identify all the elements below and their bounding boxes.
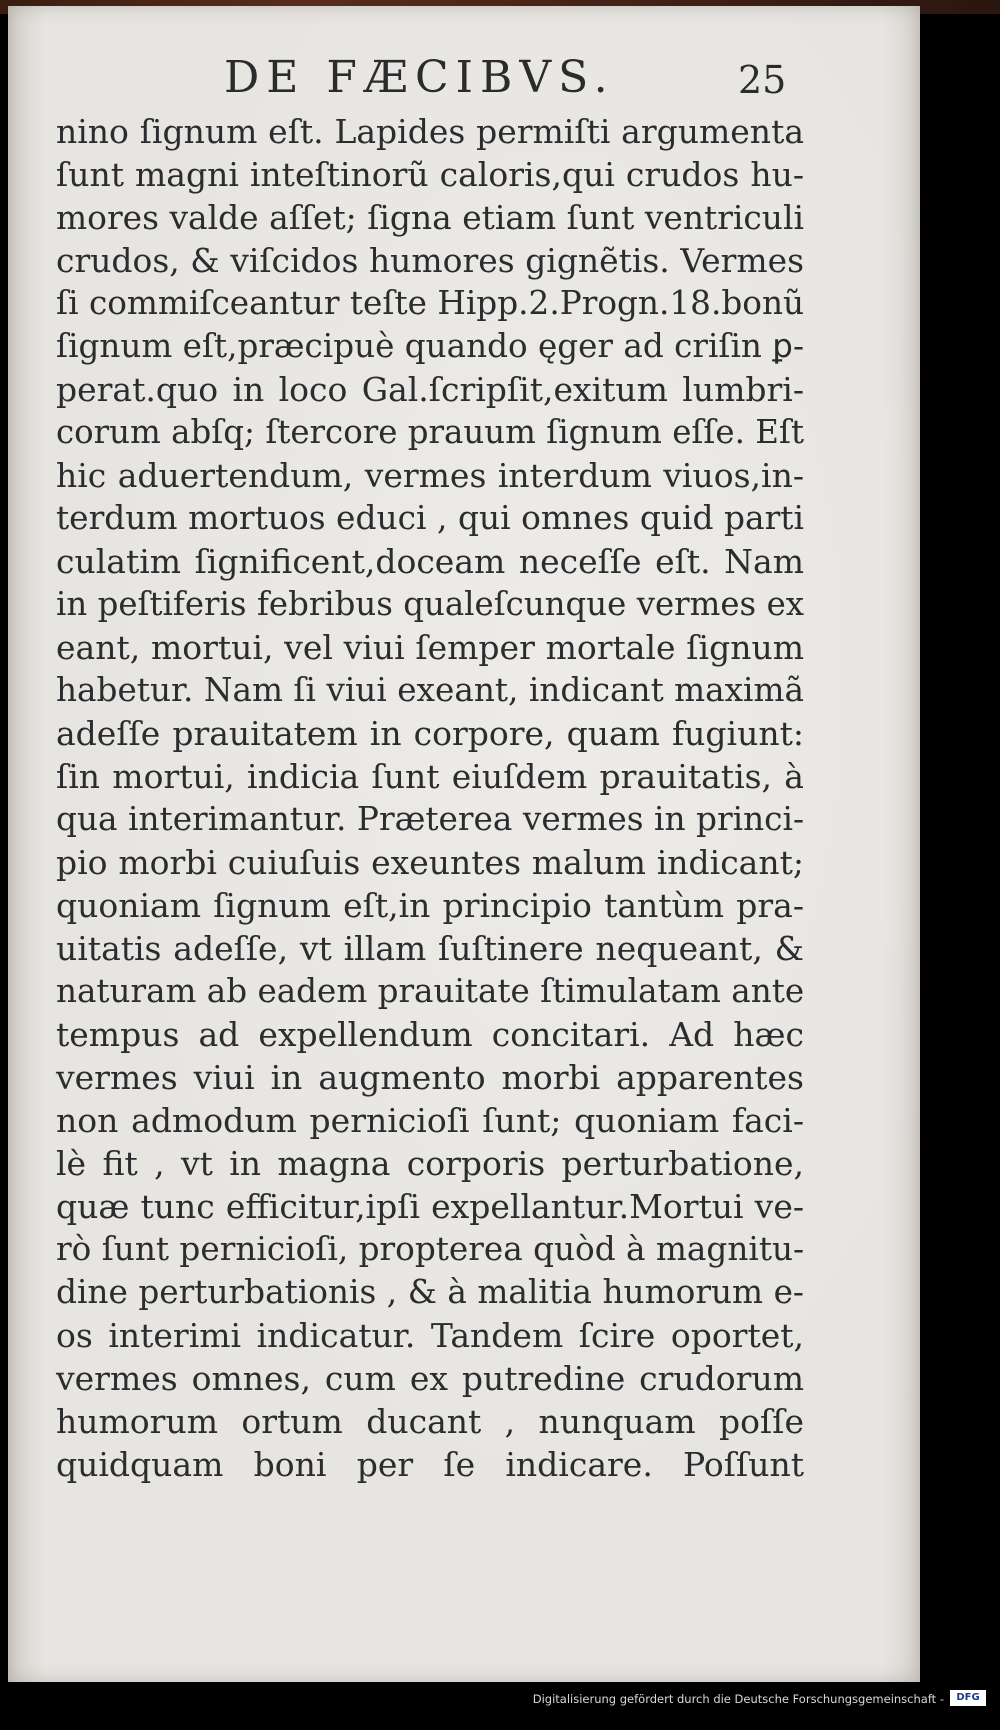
text-line: in peſtiferis febribus qualeſcunque vermes ex: [56, 585, 804, 623]
text-line: ſunt magni inteſtinorũ caloris,qui crudos hu-: [56, 155, 804, 194]
text-line: pio morbi cuiuſuis exeuntes malum indicant;: [56, 843, 804, 882]
text-line: quidquam boni per ſe indicare. Poſſunt: [56, 1445, 804, 1484]
text-line: terdum mortuos educi , qui omnes quid parti: [56, 499, 804, 537]
book-page: [8, 6, 920, 1682]
text-line: rò ſunt pernicioſi, propterea quòd à magnitu-: [56, 1230, 805, 1268]
text-line: nino ſignum eſt. Lapides permiſti argumenta: [56, 112, 804, 151]
text-line: non admodum pernicioſi ſunt; quoniam faci-: [56, 1101, 804, 1140]
text-line: crudos, & viſcidos humores gignẽtis. Vermes: [56, 241, 804, 280]
digitization-footer: [0, 1682, 1000, 1730]
text-line: ſignum eſt,præcipuè quando ęger ad criſin ꝑ-: [56, 327, 804, 365]
text-line: ſin mortui, indicia ſunt eiuſdem prauitatis, à: [56, 757, 804, 796]
funding-credit: Digitalisierung gefördert durch die Deutsche Forschungsgemeinschaft -: [532, 1692, 944, 1706]
text-line: os interimi indicatur. Tandem ſcire oportet,: [56, 1316, 804, 1355]
body-text: [56, 110, 804, 1486]
text-line: perat.quo in loco Gal.ſcripſit,exitum lumbri-: [56, 370, 804, 409]
text-line: uitatis adeſſe, vt illam ſuſtinere nequeant, &: [56, 929, 804, 968]
text-line: naturam ab eadem prauitate ſtimulatam ante: [56, 972, 805, 1010]
text-line: mores valde aſſet; ſigna etiam ſunt ventriculi: [56, 198, 804, 237]
text-line: vermes viui in augmento morbi apparentes: [56, 1058, 804, 1097]
text-line: quæ tunc efficitur,ipſi expellantur.Mortui ve-: [56, 1187, 804, 1226]
text-line: lè fit , vt in magna corporis perturbatione,: [56, 1144, 804, 1183]
text-line: ſi commiſceantur teſte Hipp.2.Progn.18.bonũ: [56, 284, 805, 322]
text-line: tempus ad expellendum concitari. Ad hæc: [56, 1015, 804, 1054]
dfg-logo: DFG: [950, 1690, 986, 1706]
running-title: DE FÆCIBVS.: [224, 52, 615, 103]
text-line: qua interimantur. Præterea vermes in princi-: [56, 800, 804, 838]
text-line: corum abſq; ſtercore prauum ſignum eſſe. Eſt: [56, 413, 804, 451]
text-line: hic aduertendum, vermes interdum viuos,in-: [56, 456, 804, 495]
text-line: vermes omnes, cum ex putredine crudorum: [56, 1359, 804, 1398]
text-line: culatim ſignificent,doceam neceſſe eſt. Nam: [56, 542, 804, 581]
text-line: eant, mortui, vel viui ſemper mortale ſignum: [56, 628, 804, 667]
text-line: quoniam ſignum eſt,in principio tantùm pra-: [56, 886, 804, 925]
page-number: 25: [738, 58, 787, 102]
text-line: humorum ortum ducant , nunquam poſſe: [56, 1402, 804, 1441]
text-line: dine perturbationis , & à malitia humorum e-: [56, 1273, 804, 1311]
text-line: habetur. Nam ſi viui exeant, indicant maximã: [56, 671, 804, 709]
running-head: [8, 50, 920, 106]
text-line: adeſſe prauitatem in corpore, quam fugiunt:: [56, 714, 804, 753]
